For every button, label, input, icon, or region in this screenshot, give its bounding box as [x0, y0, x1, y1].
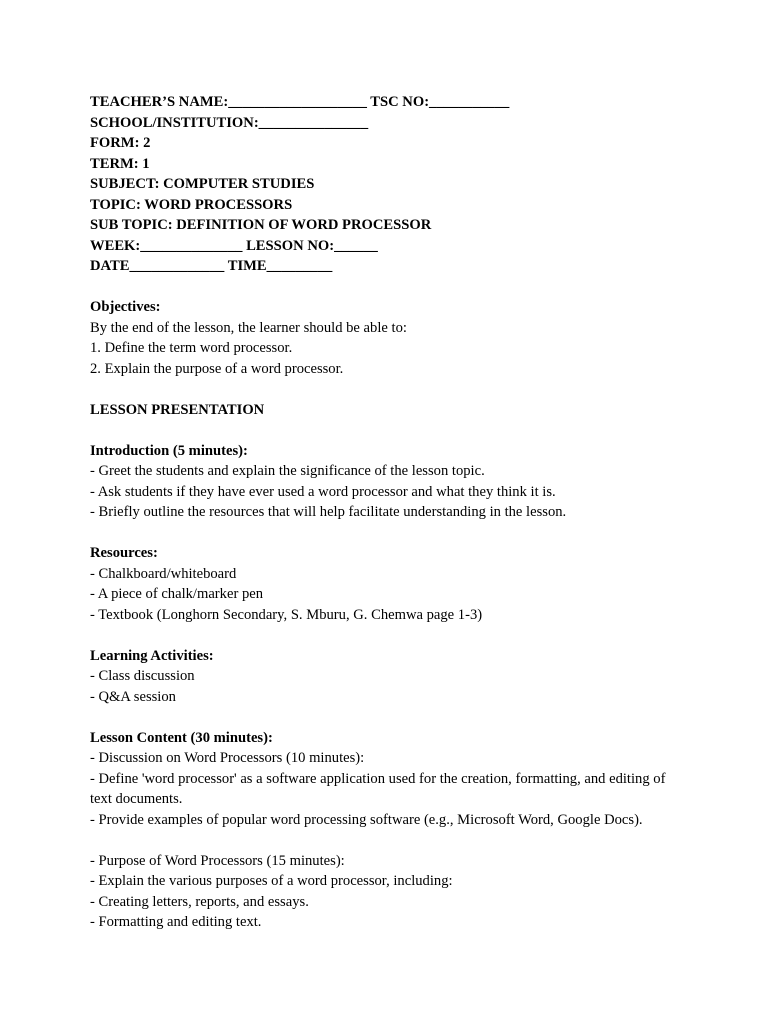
list-item: - Ask students if they have ever used a word processor and what they think it is. — [90, 483, 556, 500]
resources-heading: Resources: — [90, 545, 158, 561]
spacer — [90, 379, 690, 400]
list-item: - A piece of chalk/marker pen — [90, 586, 264, 602]
learning-activities-heading: Learning Activities: — [90, 647, 214, 664]
objective-item: 1. Define the term word processor. — [90, 340, 293, 356]
learning-activities-section — [90, 646, 690, 708]
header-block — [90, 92, 690, 277]
list-item: - Provide examples of popular word processing software (e.g., Microsoft Word, Google Docs). — [90, 811, 643, 828]
introduction-section — [90, 441, 690, 523]
list-item: - Purpose of Word Processors (15 minutes): — [90, 852, 345, 869]
list-item: - Greet the students and explain the significance of the lesson topic. — [90, 463, 485, 479]
lesson-content-section — [90, 728, 690, 933]
list-item: - Chalkboard/whiteboard — [90, 565, 237, 582]
topic-line: TOPIC: WORD PROCESSORS — [90, 196, 293, 213]
list-item: - Textbook (Longhorn Secondary, S. Mburu, G. Chemwa page 1-3) — [90, 606, 483, 623]
list-item: - Formatting and editing text. — [90, 914, 262, 930]
subject-line: SUBJECT: COMPUTER STUDIES — [90, 176, 315, 192]
spacer — [90, 277, 690, 298]
subtopic-line: SUB TOPIC: DEFINITION OF WORD PROCESSOR — [90, 217, 432, 233]
spacer — [90, 830, 690, 851]
list-item: - Discussion on Word Processors (10 minutes): — [90, 750, 365, 766]
term-line: TERM: 1 — [90, 155, 150, 172]
document-page — [90, 92, 690, 933]
objectives-intro: By the end of the lesson, the learner should be able to: — [90, 319, 407, 336]
form-line: FORM: 2 — [90, 135, 151, 151]
list-item: - Creating letters, reports, and essays. — [90, 893, 309, 910]
date-line: DATE_____________ TIME_________ — [90, 258, 333, 274]
spacer — [90, 707, 690, 728]
week-line: WEEK:______________ LESSON NO:______ — [90, 237, 378, 254]
spacer — [90, 523, 690, 544]
list-item: - Class discussion — [90, 668, 195, 684]
lesson-presentation-heading: LESSON PRESENTATION — [90, 401, 265, 418]
objective-item: 2. Explain the purpose of a word processor. — [90, 360, 344, 377]
list-item: - Define 'word processor' as a software application used for the creation, formatting, and editing of text documents. — [90, 770, 670, 807]
school-line: SCHOOL/INSTITUTION:_______________ — [90, 114, 369, 131]
objectives-section — [90, 297, 690, 379]
list-item: - Briefly outline the resources that will help facilitate understanding in the lesson. — [90, 504, 567, 520]
introduction-heading: Introduction (5 minutes): — [90, 442, 248, 459]
teacher-name-line: TEACHER’S NAME:___________________ TSC NO:___________ — [90, 94, 510, 110]
list-item: - Explain the various purposes of a word processor, including: — [90, 873, 453, 889]
spacer — [90, 420, 690, 441]
list-item: - Q&A session — [90, 688, 176, 705]
spacer — [90, 625, 690, 646]
lesson-content-heading: Lesson Content (30 minutes): — [90, 729, 273, 746]
objectives-heading: Objectives: — [90, 299, 161, 315]
resources-section — [90, 543, 690, 625]
